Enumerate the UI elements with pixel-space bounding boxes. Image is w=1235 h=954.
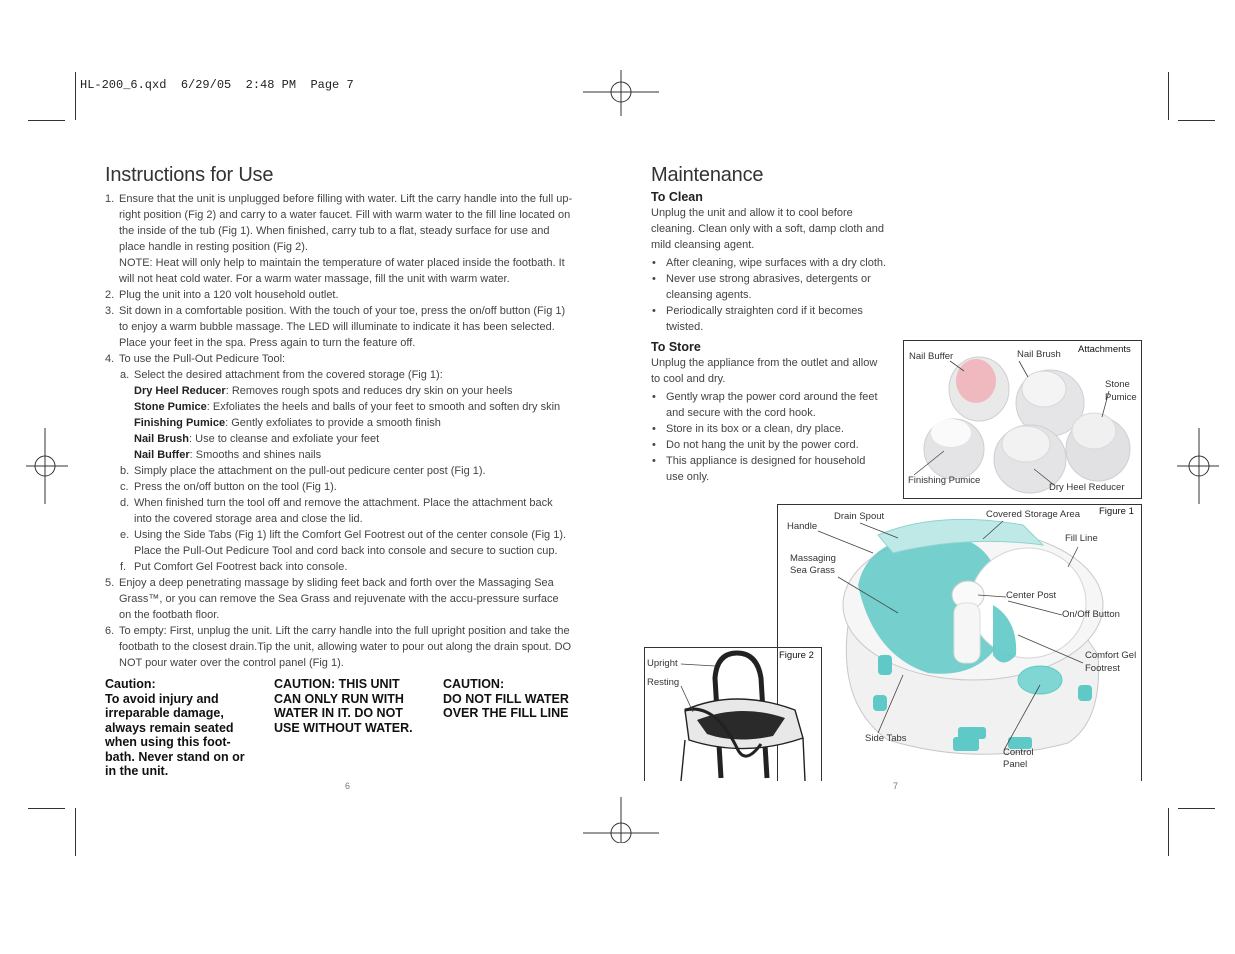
- text-line: To empty: First, unplug the unit. Lift the carry handle into the full upright position and take the: [119, 625, 570, 637]
- instructions-list: [105, 191, 590, 671]
- label-dry-heel-reducer: Dry Heel Reducer: [1049, 482, 1125, 493]
- steps-block: [105, 575, 590, 671]
- bullet-item: [651, 255, 896, 271]
- bullet-item: [651, 303, 896, 335]
- crop-mark: [28, 120, 65, 121]
- text-line: Caution:: [105, 677, 156, 691]
- text-line: to cool and dry.: [651, 373, 726, 385]
- label-fill-line: Fill Line: [1065, 533, 1098, 544]
- figure-1-title: Figure 1: [1099, 506, 1134, 517]
- substeps-block: [105, 463, 590, 575]
- label-comfort-gel-footrest: Footrest: [1085, 663, 1120, 674]
- label-covered-storage: Covered Storage Area: [986, 509, 1081, 520]
- label-upright: Upright: [647, 658, 678, 669]
- page-title: Maintenance: [651, 164, 764, 186]
- text-line: to enjoy a warm bubble massage. The LED will illuminate to indicate it has been selected.: [119, 321, 555, 333]
- label-control-panel: Panel: [1003, 759, 1028, 770]
- label-massaging-sea-grass: Massaging: [790, 553, 836, 564]
- attachment-desc: : Removes rough spots and reduces dry skin on your heels: [225, 385, 513, 397]
- list-item: [105, 479, 590, 495]
- text-line: into the covered storage area and close the lid.: [134, 513, 363, 525]
- crop-mark: [1178, 808, 1215, 809]
- registration-mark-icon: [583, 797, 659, 843]
- label-stone-pumice: Pumice: [1105, 392, 1137, 403]
- attachment-name: Nail Buffer: [134, 449, 190, 461]
- list-item: [105, 623, 590, 671]
- text-line: • After cleaning, wipe surfaces with a dry cloth.: [666, 257, 887, 269]
- to-clean-intro: [651, 205, 896, 253]
- text-line: CAN ONLY RUN WITH: [274, 691, 404, 706]
- text-line: on the footbath floor.: [119, 609, 220, 621]
- attachment-name: Stone Pumice: [134, 401, 207, 413]
- registration-mark-icon: [583, 70, 659, 116]
- list-number: c.: [120, 481, 129, 493]
- label-massaging-sea-grass: Sea Grass: [790, 565, 835, 576]
- attachment-name: Dry Heel Reducer: [134, 385, 226, 397]
- text-line: use only.: [666, 471, 710, 483]
- list-number: 1.: [105, 193, 115, 205]
- text-line: DO NOT FILL WATER: [443, 691, 569, 706]
- text-line: Ensure that the unit is unplugged before filling with water. Lift the carry handle into the full up-: [119, 193, 573, 205]
- attachment-descriptions: [105, 383, 590, 463]
- text-line: To avoid injury and: [105, 691, 219, 706]
- attachment-desc: : Smooths and shines nails: [189, 449, 322, 461]
- label-center-post: Center Post: [1006, 590, 1057, 601]
- text-line: when using this foot-: [105, 735, 231, 749]
- text-line: CAUTION: THIS UNIT: [274, 677, 400, 691]
- list-number: 6.: [105, 625, 115, 637]
- list-item: [105, 527, 590, 559]
- to-store-heading: To Store: [651, 340, 701, 354]
- text-line: bath. Never stand on or: [105, 749, 245, 764]
- list-item: [105, 495, 590, 527]
- text-line: USE WITHOUT WATER.: [274, 720, 413, 735]
- label-finishing-pumice: Finishing Pumice: [908, 475, 981, 486]
- to-clean-bullets: [651, 255, 896, 335]
- substep-text: Select the desired attachment from the covered storage (Fig 1):: [134, 369, 443, 381]
- list-item: [105, 303, 590, 351]
- text-line: Using the Side Tabs (Fig 1) lift the Comfort Gel Footrest out of the center console (Fig 1).: [134, 529, 567, 541]
- list-number: 4.: [105, 353, 115, 365]
- list-item: [105, 575, 590, 623]
- page-title: Instructions for Use: [105, 164, 274, 186]
- crop-mark: [1168, 808, 1169, 856]
- text-line: • Gently wrap the power cord around the feet: [666, 391, 878, 403]
- text-line: Put Comfort Gel Footrest back into console.: [134, 561, 348, 573]
- to-store-intro: [651, 355, 896, 387]
- attachment-item: [134, 383, 590, 399]
- text-line: CAUTION:: [443, 677, 505, 691]
- page-number: 7: [893, 781, 899, 791]
- text-line: Enjoy a deep penetrating massage by sliding feet back and forth over the Massaging Sea: [119, 577, 554, 589]
- text-line: • Store in its box or a clean, dry place.: [666, 423, 844, 435]
- text-line: place handle in resting position (Fig 2).: [119, 241, 308, 253]
- list-number: f.: [120, 561, 127, 573]
- text-line: • Never use strong abrasives, detergents or: [666, 273, 871, 285]
- text-line: Unplug the appliance from the outlet and allow: [651, 357, 878, 369]
- crop-mark: [28, 808, 65, 809]
- text-line: Grass™, or you can remove the Sea Grass and rejuvenate with the accu-pressure surface: [119, 593, 559, 605]
- list-number: d.: [120, 497, 130, 509]
- figure-2-title: Figure 2: [779, 650, 814, 661]
- registration-mark-icon: [1177, 428, 1219, 504]
- list-number: e.: [120, 529, 130, 541]
- list-number: 2.: [105, 289, 115, 301]
- page-number: 6: [345, 781, 351, 791]
- text-line: always remain seated: [105, 720, 234, 735]
- label-drain-spout: Drain Spout: [834, 511, 885, 522]
- text-line: When finished turn the tool off and remove the attachment. Place the attachment back: [134, 497, 553, 509]
- label-onoff-button: On/Off Button: [1062, 609, 1120, 620]
- attachments-title: Attachments: [1078, 344, 1131, 355]
- label-nail-brush: Nail Brush: [1017, 349, 1061, 360]
- text-line: mild cleansing agent.: [651, 239, 755, 251]
- text-line: the inside of the tub (Fig 1). When finished, carry tub to a flat, steady surface for use and: [119, 225, 550, 237]
- maintenance-text: [651, 189, 896, 485]
- attachment-item: [134, 447, 590, 463]
- text-line: in the unit.: [105, 764, 169, 778]
- text-line: Place your feet in the spa. Press again to turn the feature off.: [119, 337, 416, 349]
- label-side-tabs: Side Tabs: [865, 733, 907, 744]
- caution-water-required: [274, 677, 439, 735]
- registration-mark-icon: [26, 428, 68, 504]
- footbath-illustration: [778, 505, 1141, 781]
- crop-mark: [75, 72, 76, 120]
- text-line: will not heat cold water. For a warm water massage, fill the unit with warm water.: [119, 273, 510, 285]
- figure-2: [644, 647, 822, 781]
- text-line: Sit down in a comfortable position. With the touch of your toe, press the on/off button (Fig 1): [119, 305, 566, 317]
- text-line: Plug the unit into a 120 volt household outlet.: [119, 289, 339, 301]
- text-line: • This appliance is designed for household: [666, 455, 866, 467]
- list-number: b.: [120, 465, 130, 477]
- text-line: NOTE: Heat will only help to maintain the temperature of water placed inside the footbath. It: [119, 257, 565, 269]
- label-comfort-gel-footrest: Comfort Gel: [1085, 650, 1137, 661]
- attachment-item: [134, 431, 590, 447]
- text-line: Place the Pull-Out Pedicure Tool and cord back into console and secure to suction cup.: [134, 545, 558, 557]
- file-slug: HL-200_6.qxd 6/29/05 2:48 PM Page 7: [80, 78, 354, 92]
- text-line: Unplug the unit and allow it to cool before: [651, 207, 853, 219]
- text-line: twisted.: [666, 321, 704, 333]
- steps-block: [105, 191, 590, 367]
- label-stone-pumice: Stone: [1105, 379, 1130, 390]
- text-line: and secure with the cord hook.: [666, 407, 816, 419]
- attachment-desc: : Use to cleanse and exfoliate your feet: [189, 433, 380, 445]
- attachment-name: Nail Brush: [134, 433, 190, 445]
- text-line: To use the Pull-Out Pedicure Tool:: [119, 353, 286, 365]
- list-item: [105, 191, 590, 287]
- attachments-figure: [903, 340, 1142, 499]
- crop-mark: [75, 808, 76, 856]
- to-clean-heading: To Clean: [651, 190, 703, 204]
- attachment-desc: : Exfoliates the heels and balls of your feet to smooth and soften dry skin: [206, 401, 561, 413]
- attachment-name: Finishing Pumice: [134, 417, 226, 429]
- list-number: 3.: [105, 305, 115, 317]
- list-item: [105, 287, 590, 303]
- substep-letter: a.: [120, 369, 130, 381]
- bullet-item: [651, 389, 896, 421]
- list-item: [105, 351, 590, 367]
- bullet-item: [651, 437, 896, 453]
- text-line: Simply place the attachment on the pull-out pedicure center post (Fig 1).: [134, 465, 486, 477]
- label-control-panel: Control: [1003, 747, 1034, 758]
- list-number: 5.: [105, 577, 115, 589]
- list-item: [105, 463, 590, 479]
- text-line: cleaning. Clean only with a soft, damp cloth and: [651, 223, 884, 235]
- attachment-item: [134, 399, 590, 415]
- bullet-item: [651, 453, 896, 485]
- caution-fill-line: [443, 677, 593, 721]
- list-item: [105, 559, 590, 575]
- text-line: footbath to the closest drain.Tip the unit, allowing water to pour out along the drain spout. DO: [119, 641, 572, 653]
- crop-mark: [1178, 120, 1215, 121]
- caution-injury: [105, 677, 265, 779]
- text-line: NOT pour water over the control panel (Fig 1).: [119, 657, 344, 669]
- crop-mark: [1168, 72, 1169, 120]
- text-line: • Periodically straighten cord if it becomes: [666, 305, 863, 317]
- text-line: • Do not hang the unit by the power cord.: [666, 439, 859, 451]
- attachment-desc: : Gently exfoliates to provide a smooth finish: [225, 417, 441, 429]
- text-line: right position (Fig 2) and carry to a water faucet. Fill with warm water to the fill line located on: [119, 209, 571, 221]
- attachment-item: [134, 415, 590, 431]
- bullet-item: [651, 271, 896, 303]
- label-resting: Resting: [647, 677, 680, 688]
- substep-a: [105, 367, 590, 383]
- label-nail-buffer: Nail Buffer: [909, 351, 954, 362]
- text-line: cleansing agents.: [666, 289, 752, 301]
- text-line: Press the on/off button on the tool (Fig 1).: [134, 481, 337, 493]
- text-line: irreparable damage,: [105, 706, 224, 720]
- bullet-item: [651, 421, 896, 437]
- text-line: WATER IN IT. DO NOT: [274, 706, 403, 720]
- text-line: OVER THE FILL LINE: [443, 706, 569, 720]
- figure-1: [777, 504, 1142, 781]
- label-handle: Handle: [787, 521, 818, 532]
- to-store-bullets: [651, 389, 896, 485]
